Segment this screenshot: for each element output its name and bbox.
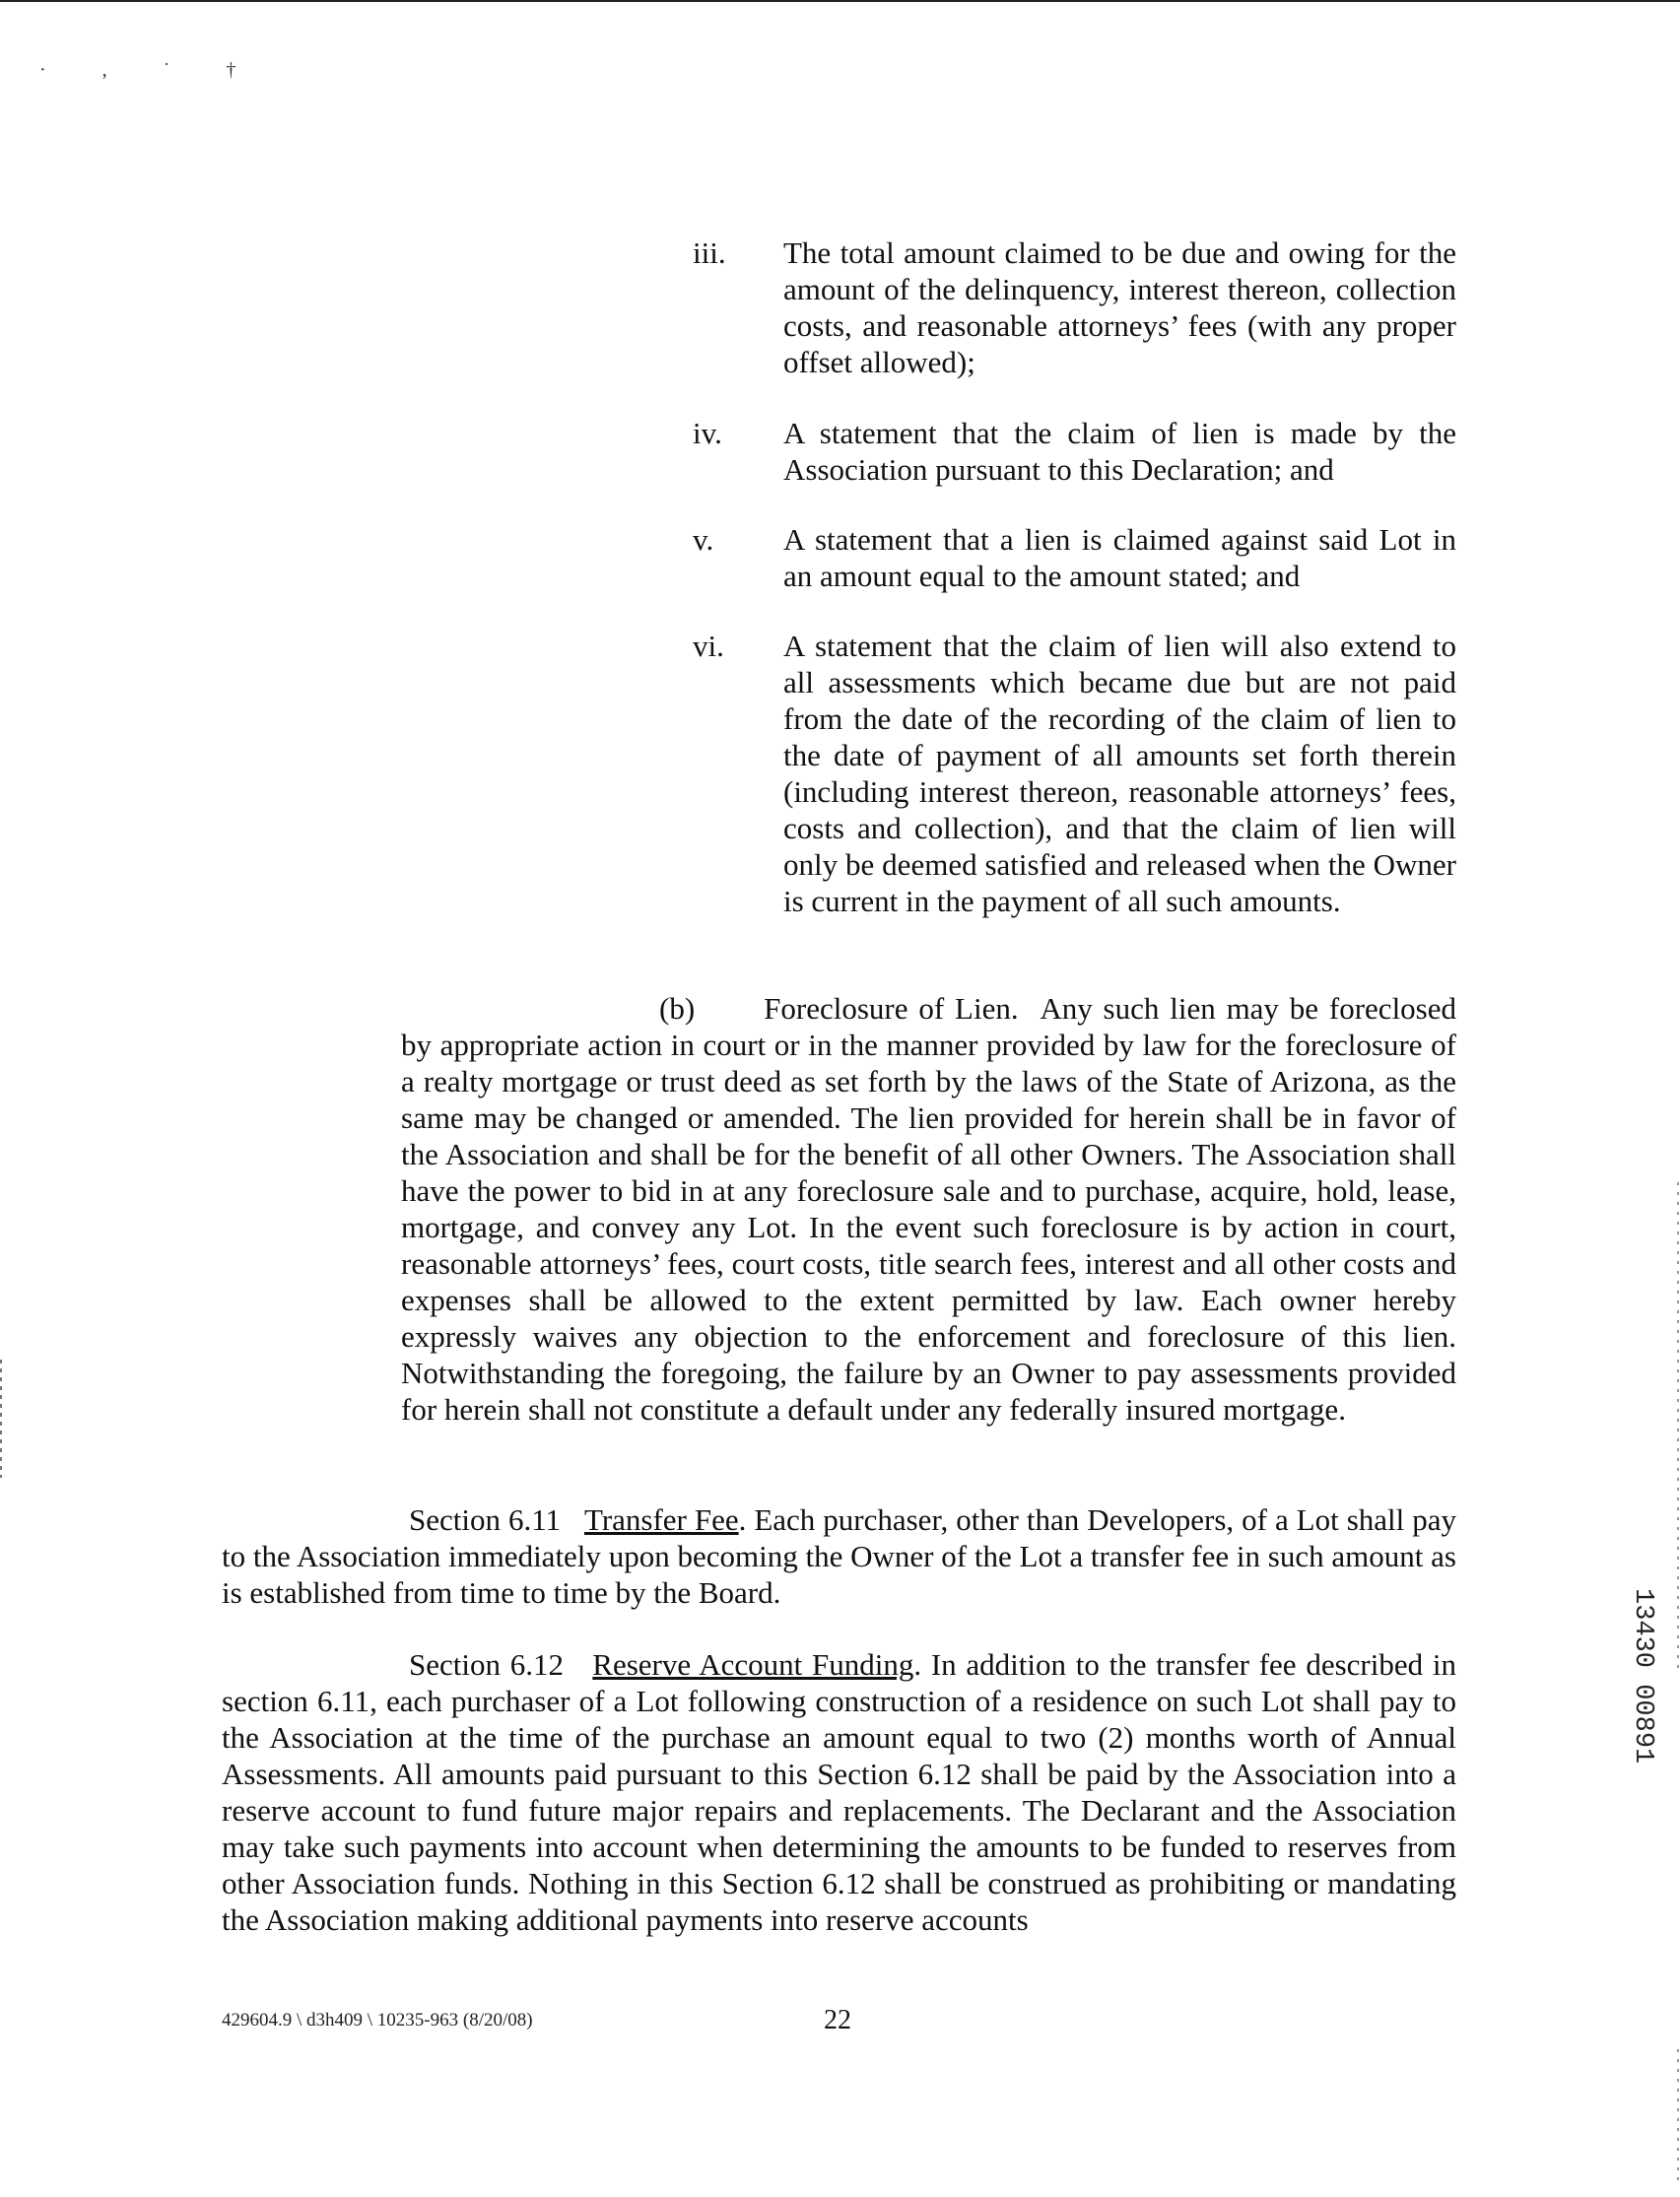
- section-title: Reserve Account Funding: [592, 1647, 914, 1682]
- paragraph-b-foreclosure: [401, 990, 1456, 1428]
- footer-page-number: 22: [824, 2005, 851, 2035]
- right-edge-scan-mark-lower: [1677, 2049, 1679, 2187]
- recording-number-text: 13430 00891: [1628, 1588, 1657, 1764]
- list-item-text: A statement that the claim of lien will also extend to all assessments which became due but are not paid from the date of the recording of the claim of lien to the date of payment of all amounts set forth therein (including interest thereon, reasonable attorneys’ fees, costs and collection), and that the claim of lien will only be deemed satisfied and released when the Owner is current in the payment of all such amounts.: [783, 629, 1456, 918]
- footer-document-id: 429604.9 \ d3h409 \ 10235-963 (8/20/08): [222, 2010, 533, 2031]
- right-edge-scan-mark: [1677, 1182, 1679, 1675]
- list-item-number: iv.: [693, 416, 722, 450]
- list-item-number: v.: [693, 522, 714, 557]
- section-title: Transfer Fee: [583, 1502, 739, 1537]
- scan-specks: · , ˙ †: [39, 59, 262, 81]
- section-body: . In addition to the transfer fee described in section 6.11, each purchaser of a Lot following construction of a residence on such Lot shall pay to the Association at the time of the purchase an amount equal to two (2) months worth of Annual Assessments. All amounts paid pursuant to this Section 6.12 shall be paid by the Association into a reserve account to fund future major repairs and replacements. The Declarant and the Association may take such payments into account when determining the amounts to be funded to reserves from other Association funds. Nothing in this Section 6.12 shall be construed as prohibiting or mandating the Association making additional payments into reserve accounts: [222, 1647, 1456, 1937]
- list-item-number: iii.: [693, 235, 726, 270]
- list-item-text: The total amount claimed to be due and owing for the amount of the delinquency, interest thereon, collection costs, and reasonable attorneys’ fees (with any proper offset allowed);: [783, 235, 1456, 379]
- list-item-text: A statement that a lien is claimed against said Lot in an amount equal to the amount stated; and: [783, 522, 1456, 593]
- section-number: Section 6.12: [409, 1647, 564, 1682]
- section-6-11: [222, 1501, 1456, 1611]
- paragraph-heading: Foreclosure of Lien.: [764, 991, 1019, 1026]
- top-border-line: [0, 0, 1680, 2]
- list-item-number: vi.: [693, 629, 724, 663]
- recording-number-stamp: [1603, 1588, 1657, 1785]
- list-item-text: A statement that the claim of lien is made by the Association pursuant to this Declaration; and: [783, 416, 1456, 487]
- section-6-12: [222, 1646, 1456, 1938]
- section-number: Section 6.11: [409, 1502, 562, 1537]
- paragraph-body: Any such lien may be foreclosed by appropriate action in court or in the manner provided by law for the foreclosure of a realty mortgage or trust deed as set forth by the laws of the State of Arizona, as the same may be changed or amended. The lien provided for herein shall be in favor of the Association and shall be for the benefit of all other Owners. The Association shall have the power to bid in at any foreclosure sale and to purchase, acquire, hold, lease, mortgage, and convey any Lot. In the event such foreclosure is by action in court, reasonable attorneys’ fees, court costs, title search fees, interest and all other costs and expenses shall be allowed to the extent permitted by law. Each owner hereby expressly waives any objection to the enforcement and foreclosure of this lien. Notwithstanding the foregoing, the failure by an Owner to pay assessments provided for herein shall not constitute a default under any federally insured mortgage.: [401, 991, 1457, 1427]
- left-edge-scan-mark: [0, 1360, 2, 1478]
- paragraph-label: (b): [659, 991, 696, 1026]
- section-body: . Each purchaser, other than Developers, of a Lot shall pay to the Association immediately upon becoming the Owner of the Lot a transfer fee in such amount as is established from time to time by the Board.: [222, 1502, 1456, 1610]
